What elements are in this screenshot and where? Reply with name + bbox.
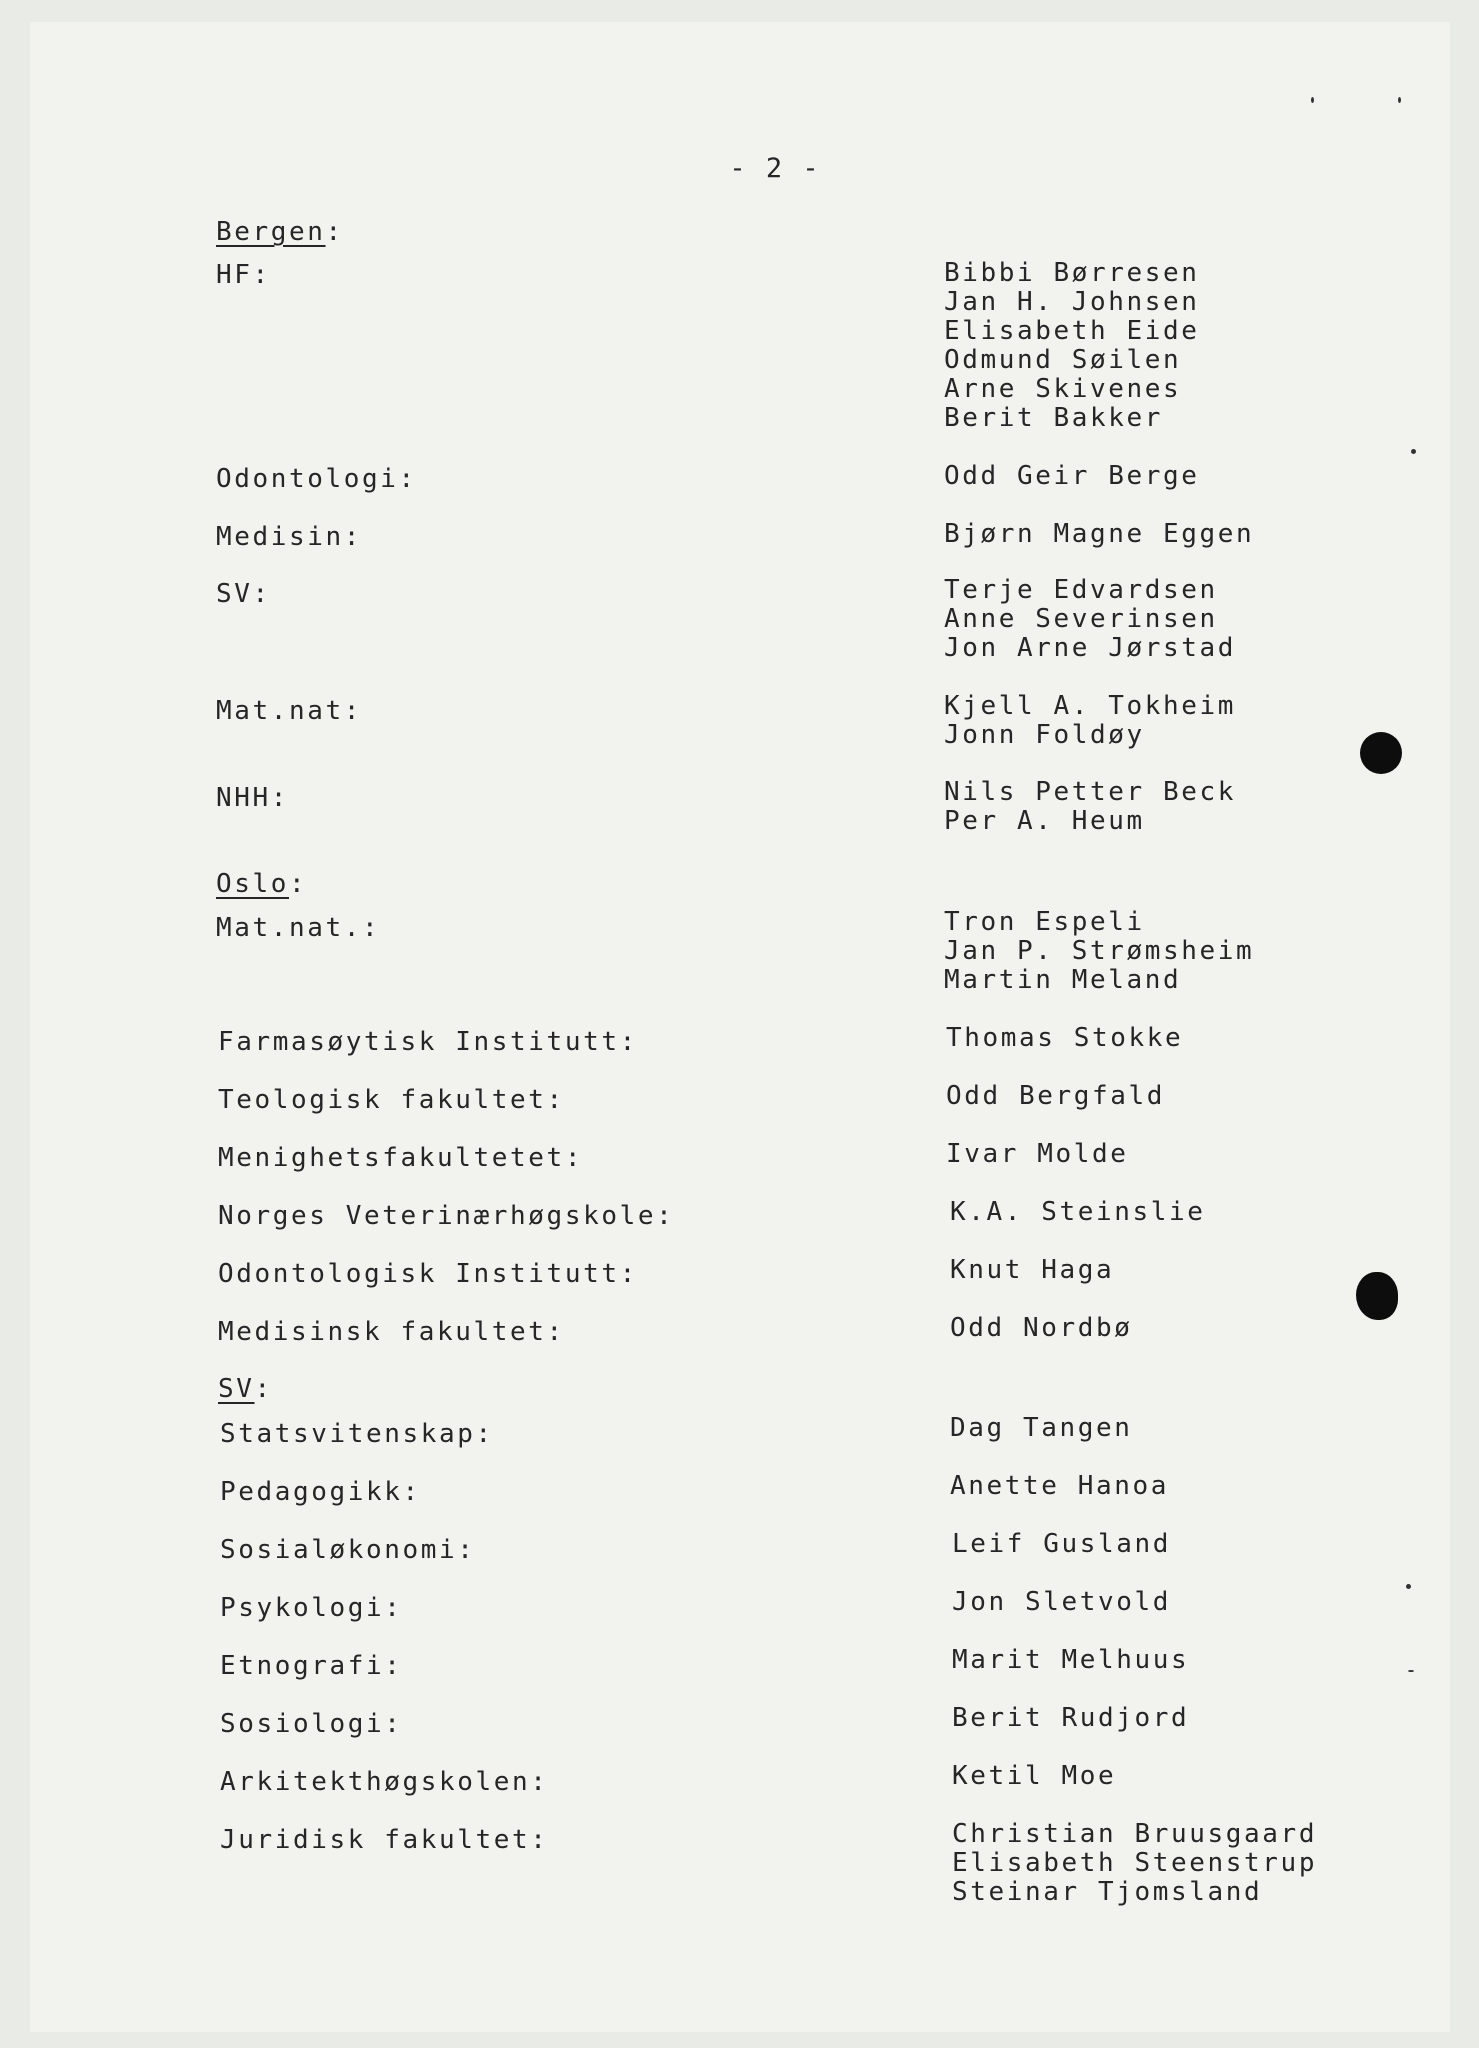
faculty-label: Sosiologi: bbox=[220, 1709, 403, 1739]
speck-mark bbox=[1406, 1584, 1411, 1589]
member-name: Tron Espeli bbox=[944, 907, 1145, 937]
member-name: Anne Severinsen bbox=[944, 604, 1218, 634]
faculty-label: Odontologi: bbox=[216, 464, 417, 494]
faculty-label: Etnografi: bbox=[220, 1651, 403, 1681]
speck-mark bbox=[1311, 97, 1314, 103]
member-name: Jan P. Strømsheim bbox=[944, 936, 1255, 966]
member-list bbox=[944, 778, 1236, 836]
member-name: Odd Bergfald bbox=[946, 1081, 1166, 1111]
faculty-label: Medisin: bbox=[216, 522, 363, 552]
faculty-label: Juridisk fakultet: bbox=[220, 1825, 549, 1855]
member-name: Per A. Heum bbox=[944, 806, 1145, 836]
member-name: Bjørn Magne Eggen bbox=[944, 519, 1255, 549]
member-list bbox=[952, 1762, 1116, 1791]
member-name: Christian Bruusgaard bbox=[952, 1819, 1318, 1849]
member-name: Knut Haga bbox=[950, 1255, 1115, 1285]
member-name: Steinar Tjomsland bbox=[952, 1877, 1263, 1907]
member-name: Jan H. Johnsen bbox=[944, 287, 1200, 317]
member-list bbox=[952, 1704, 1189, 1733]
member-name: Marit Melhuus bbox=[952, 1645, 1190, 1675]
faculty-label: Mat.nat: bbox=[216, 696, 363, 726]
faculty-label: Menighetsfakultetet: bbox=[218, 1143, 584, 1173]
member-name: K.A. Steinslie bbox=[950, 1197, 1206, 1227]
faculty-label: Norges Veterinærhøgskole: bbox=[218, 1201, 675, 1231]
oslo-heading-colon: : bbox=[289, 869, 308, 899]
speck-mark bbox=[1408, 1670, 1414, 1672]
member-list bbox=[952, 1646, 1189, 1675]
member-name: Odd Geir Berge bbox=[944, 461, 1200, 491]
member-name: Leif Gusland bbox=[952, 1529, 1172, 1559]
member-list bbox=[952, 1588, 1171, 1617]
section-heading-bergen bbox=[216, 218, 344, 247]
member-list bbox=[950, 1472, 1169, 1501]
member-list bbox=[944, 520, 1254, 549]
member-list bbox=[944, 462, 1200, 491]
faculty-label: Odontologisk Institutt: bbox=[218, 1259, 638, 1289]
member-list bbox=[950, 1314, 1133, 1343]
faculty-label: Teologisk fakultet: bbox=[218, 1085, 565, 1115]
member-name: Ketil Moe bbox=[952, 1761, 1117, 1791]
faculty-label: Statsvitenskap: bbox=[220, 1419, 494, 1449]
bergen-heading-text: Bergen bbox=[216, 217, 326, 247]
member-list bbox=[950, 1198, 1206, 1227]
member-name: Elisabeth Steenstrup bbox=[952, 1848, 1318, 1878]
sv-heading-colon: : bbox=[254, 1374, 273, 1404]
speck-mark bbox=[1411, 449, 1416, 454]
faculty-label: Farmasøytisk Institutt: bbox=[218, 1027, 638, 1057]
member-list bbox=[952, 1820, 1317, 1907]
faculty-label: Arkitekthøgskolen: bbox=[220, 1767, 549, 1797]
oslo-heading-text: Oslo bbox=[216, 869, 290, 899]
member-list bbox=[944, 692, 1236, 750]
faculty-label: HF: bbox=[216, 260, 271, 290]
member-name: Anette Hanoa bbox=[950, 1471, 1170, 1501]
member-list bbox=[946, 1140, 1129, 1169]
bergen-heading-colon: : bbox=[325, 217, 344, 247]
page-number: - 2 - bbox=[729, 153, 821, 184]
speck-mark bbox=[1398, 97, 1401, 103]
member-name: Odd Nordbø bbox=[950, 1313, 1133, 1343]
member-name: Bibbi Børresen bbox=[944, 258, 1200, 288]
member-name: Terje Edvardsen bbox=[944, 575, 1218, 605]
member-list bbox=[946, 1082, 1165, 1111]
member-name: Berit Bakker bbox=[944, 403, 1164, 433]
member-list bbox=[946, 1024, 1183, 1053]
member-name: Odmund Søilen bbox=[944, 345, 1182, 375]
member-list bbox=[952, 1530, 1171, 1559]
member-name: Elisabeth Eide bbox=[944, 316, 1200, 346]
member-name: Martin Meland bbox=[944, 965, 1182, 995]
member-list bbox=[944, 908, 1254, 995]
member-name: Arne Skivenes bbox=[944, 374, 1182, 404]
member-name: Jon Sletvold bbox=[952, 1587, 1172, 1617]
section-heading-oslo bbox=[216, 870, 307, 899]
faculty-label: Sosialøkonomi: bbox=[220, 1535, 476, 1565]
faculty-label: Pedagogikk: bbox=[220, 1477, 421, 1507]
member-name: Jon Arne Jørstad bbox=[944, 633, 1237, 663]
member-name: Thomas Stokke bbox=[946, 1023, 1184, 1053]
faculty-label: Medisinsk fakultet: bbox=[218, 1317, 565, 1347]
member-name: Berit Rudjord bbox=[952, 1703, 1190, 1733]
section-heading-sv bbox=[218, 1375, 273, 1404]
member-list bbox=[944, 259, 1200, 433]
sv-heading-text: SV bbox=[218, 1374, 255, 1404]
faculty-label: SV: bbox=[216, 579, 271, 609]
member-list bbox=[950, 1256, 1114, 1285]
punch-hole-mark bbox=[1360, 732, 1402, 774]
faculty-label: NHH: bbox=[216, 783, 290, 813]
faculty-label: Mat.nat.: bbox=[216, 913, 381, 943]
member-list bbox=[950, 1414, 1133, 1443]
member-name: Nils Petter Beck bbox=[944, 777, 1237, 807]
member-list bbox=[944, 576, 1236, 663]
member-name: Ivar Molde bbox=[946, 1139, 1129, 1169]
member-name: Jonn Foldøy bbox=[944, 720, 1145, 750]
punch-hole-mark bbox=[1356, 1272, 1398, 1320]
member-name: Kjell A. Tokheim bbox=[944, 691, 1237, 721]
faculty-label: Psykologi: bbox=[220, 1593, 403, 1623]
member-name: Dag Tangen bbox=[950, 1413, 1133, 1443]
